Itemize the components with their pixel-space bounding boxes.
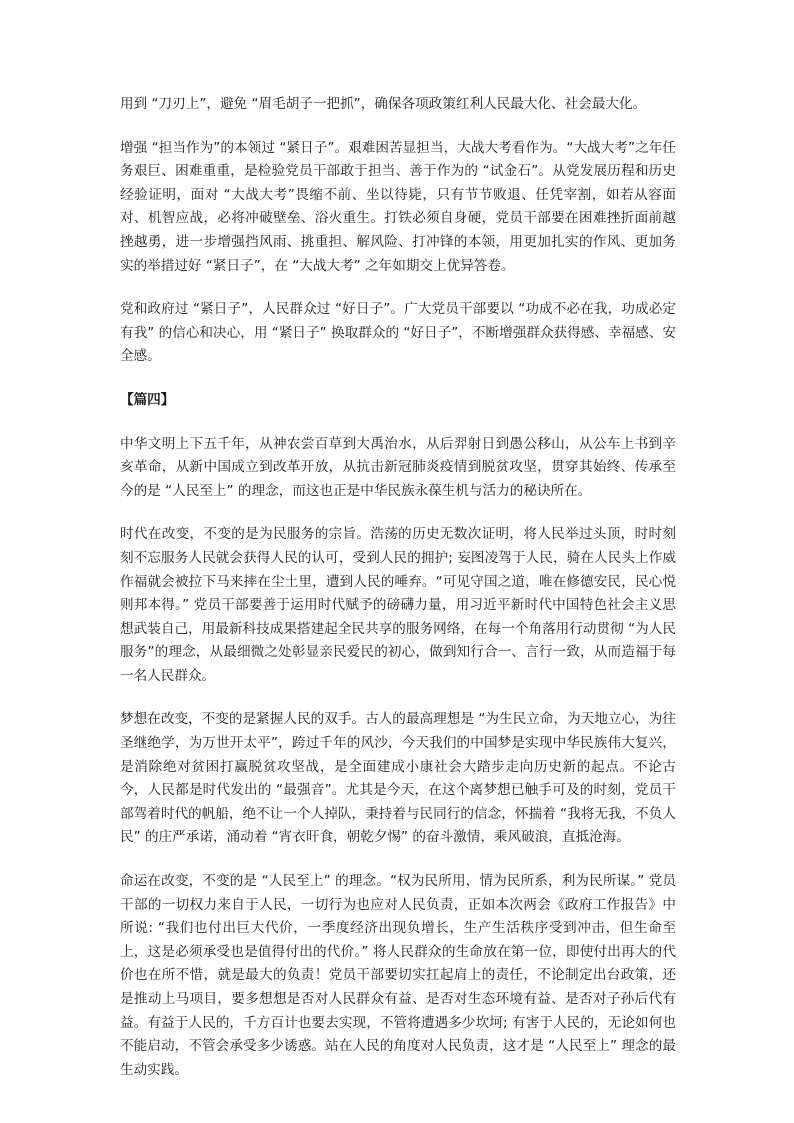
section-paragraph-2: 时代在改变，不变的是为民服务的宗旨。浩荡的历史无数次证明，将人民举过头顶，时时刻刻不忘服务人民就会获得人民的认可，受到人民的拥护; 妄图凌驾于人民，骑在人民头上作威作福就会被拉下马来摔在尘土里，遭到人民的唾弃。“可见守国之道，唯在修德安民，民心悦则邦本得。” 党员干部要善于运用时代赋予的磅礴力量，用习近平新时代中国特色社会主义思想武装自己，用最新科技成果搭建起全民共享的服务网络，在每一个角落用行动贯彻 “为人民服务”的理念，从最细微之处彰显亲民爱民的初心，做到知行合一、言行一致，从而造福于每一名人民群众。	[120, 526, 676, 684]
section-paragraph-1: 中华文明上下五千年，从神农尝百草到大禹治水，从后羿射日到愚公移山，从公车上书到辛亥革命，从新中国成立到改革开放，从抗击新冠肺炎疫情到脱贫攻坚，贯穿其始终、传承至今的是 “人民至上” 的理念，而这也正是中华民族永葆生机与活力的秘诀所在。	[120, 435, 676, 499]
paragraph-3: 党和政府过 “紧日子”，人民群众过 “好日子”。广大党员干部要以 “功成不必在我，功成必定有我” 的信心和决心，用 “紧日子” 换取群众的 “好日子”，不断增强群众获得感、幸福感、安全感。	[120, 301, 676, 365]
section-paragraph-3: 梦想在改变，不变的是紧握人民的双手。古人的最高理想是 “为生民立命，为天地立心，为往圣继绝学，为万世开太平”，跨过千年的风沙，今天我们的中国梦是实现中华民族伟大复兴，是消除绝对贫困打赢脱贫攻坚战，是全面建成小康社会大踏步走向历史新的起点。不论古今，人民都是时代发出的 “最强音”。尤其是今天，在这个离梦想已触手可及的时刻，党员干部驾着时代的帆船，绝不让一个人掉队，秉持着与民同行的信念，怀揣着 “我将无我，不负人民” 的庄严承诺，涌动着 “宵衣旰食，朝乾夕惕” 的奋斗激情，乘风破浪，直抵沧海。	[120, 711, 676, 846]
section-heading: 【篇四】	[120, 391, 175, 408]
paragraph-1: 用到 “刀刃上”，避免 “眉毛胡子一把抓”，确保各项政策红利人民最大化、社会最大化。	[120, 96, 647, 112]
paragraph-2: 增强 “担当作为”的本领过 “紧日子”。艰难困苦显担当，大战大考看作为。“大战大考”之年任务艰巨、困难重重，是检验党员干部敢于担当、善于作为的 “试金石”。从党发展历程和历史经验证明，面对 “大战大考”畏缩不前、坐以待毙，只有节节败退、任凭宰割，如若从容面对、机智应战，必将冲破壁垒、浴火重生。打铁必须自身硬，党员干部要在困难挫折面前越挫越勇，进一步增强挡风雨、挑重担、解风险、打冲锋的本领，用更加扎实的作风、更加务实的举措过好 “紧日子”，在 “大战大考” 之年如期交上优异答卷。	[120, 139, 676, 274]
section-paragraph-4: 命运在改变，不变的是 “人民至上” 的理念。“权为民所用，情为民所系，利为民所谋。” 党员干部的一切权力来自于人民，一切行为也应对人民负责，正如本次两会《政府工作报告》中所说: “我们也付出巨大代价，一季度经济出现负增长，生产生活秩序受到冲击，但生命至上，这是必须承受也是值得付出的代价。” 将人民群众的生命放在第一位，即使付出再大的代价也在所不惜，就是最大的负责！党员干部要切实扛起肩上的责任，不论制定出台政策，还是推动上马项目，要多想想是否对人民群众有益、是否对生态环境有益、是否对子孙后代有益。有益于人民的，千方百计也要去实现，不管将遭遇多少坎坷; 有害于人民的，无论如何也不能启动，不管会承受多少诱惑。站在人民的角度对人民负责，这才是 “人民至上” 理念的最生动实践。	[120, 873, 676, 1078]
document-page	[120, 93, 676, 1102]
